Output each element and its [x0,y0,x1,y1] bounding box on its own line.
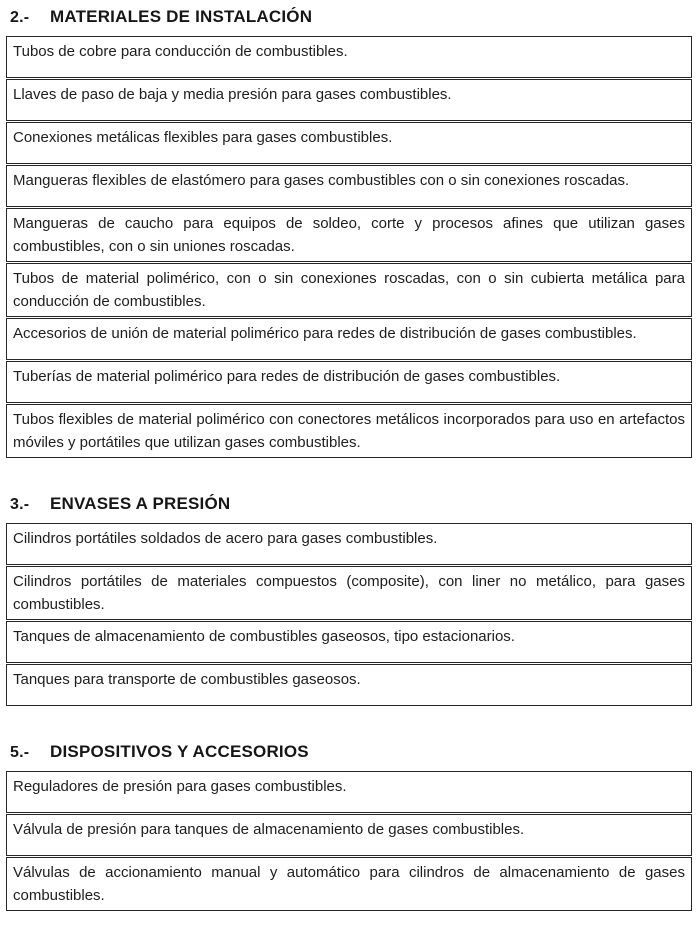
row-text: Conexiones metálicas flexibles para gases combustibles. [13,129,393,146]
table-row [6,165,692,207]
document-page [6,6,692,911]
section-title: ENVASES A PRESIÓN [50,494,231,513]
table-row [6,566,692,620]
row-text: Tubos de cobre para conducción de combustibles. [13,43,348,60]
doc-section [6,6,692,458]
row-text: Reguladores de presión para gases combustibles. [13,778,347,795]
section-number: 3.- [10,496,30,513]
section-table [6,523,692,706]
row-text: Tanques para transporte de combustibles gaseosos. [13,671,361,688]
table-row [6,36,692,78]
row-text: Tubos de material polimérico, con o sin conexiones roscadas, con o sin cubierta metálica para conducción de combustibles. [13,270,685,310]
table-row [6,857,692,911]
row-text: Mangueras flexibles de elastómero para gases combustibles con o sin conexiones roscadas. [13,172,630,189]
table-row [6,361,692,403]
section-number: 2.- [10,9,30,26]
table-row [6,208,692,262]
doc-section [6,741,692,911]
section-heading [10,6,692,29]
row-text: Válvulas de accionamiento manual y automático para cilindros de almacenamiento de gases combustibles. [13,864,685,904]
table-row [6,664,692,706]
section-title: MATERIALES DE INSTALACIÓN [50,7,313,26]
table-row [6,318,692,360]
row-text: Accesorios de unión de material polimérico para redes de distribución de gases combustibles. [13,325,637,342]
section-number: 5.- [10,744,30,761]
row-text: Tubos flexibles de material polimérico con conectores metálicos incorporados para uso en artefactos móviles y portátiles que utilizan gases combustibles. [13,411,685,451]
row-text: Tuberías de material polimérico para redes de distribución de gases combustibles. [13,368,561,385]
row-text: Cilindros portátiles soldados de acero para gases combustibles. [13,530,438,547]
row-text: Tanques de almacenamiento de combustibles gaseosos, tipo estacionarios. [13,628,515,645]
section-table [6,36,692,458]
row-text: Mangueras de caucho para equipos de soldeo, corte y procesos afines que utilizan gases combustibles, con o sin uniones roscadas. [13,215,685,255]
row-text: Llaves de paso de baja y media presión para gases combustibles. [13,86,452,103]
table-row [6,621,692,663]
table-row [6,814,692,856]
section-table [6,771,692,911]
table-row [6,523,692,565]
section-heading [10,741,692,764]
table-row [6,771,692,813]
section-heading [10,493,692,516]
section-title: DISPOSITIVOS Y ACCESORIOS [50,742,309,761]
table-row [6,263,692,317]
table-row [6,79,692,121]
doc-section [6,493,692,706]
row-text: Cilindros portátiles de materiales compuestos (composite), con liner no metálico, para gases combustibles. [13,573,685,613]
row-text: Válvula de presión para tanques de almacenamiento de gases combustibles. [13,821,525,838]
table-row [6,122,692,164]
table-row [6,404,692,458]
